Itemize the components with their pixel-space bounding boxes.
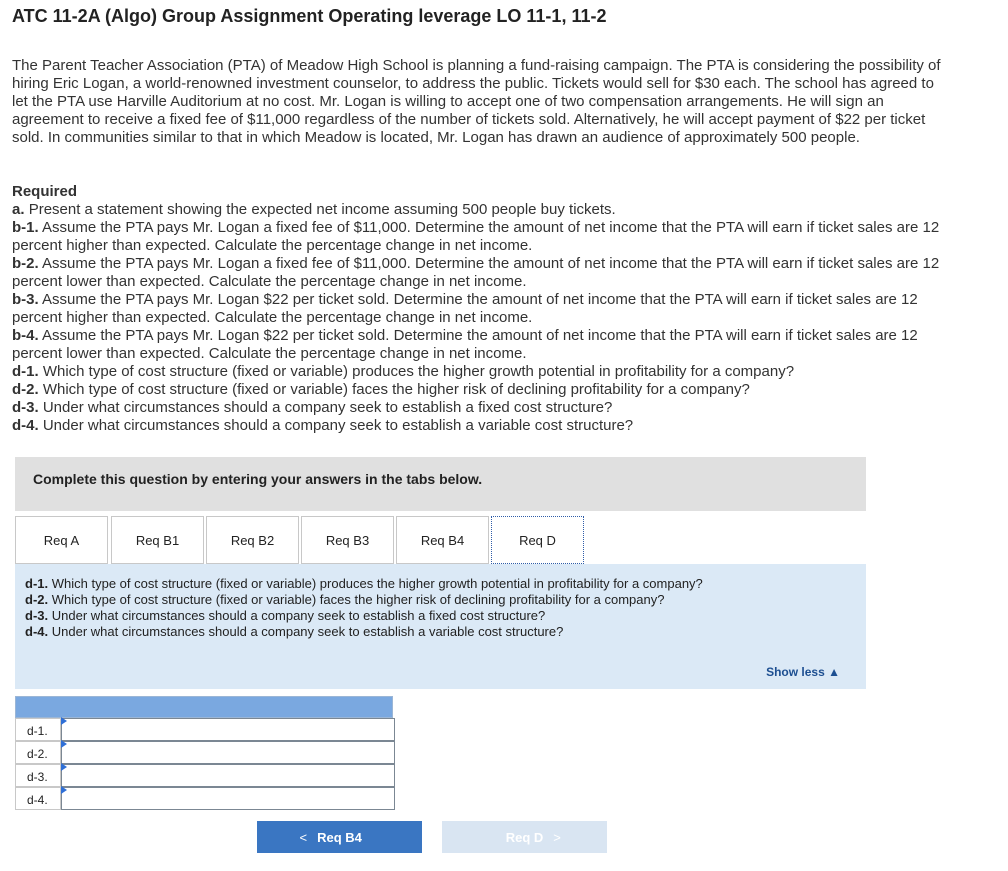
table-row — [15, 741, 395, 764]
answer-table — [15, 696, 395, 812]
required-item: b-2. Assume the PTA pays Mr. Logan a fixed fee of $11,000. Determine the amount of net income that the PTA will earn if ticket sales are 12 percent lower than expected. Calculate the percentage change in net income. — [12, 255, 940, 290]
next-button[interactable]: Req D > — [442, 821, 607, 853]
chevron-right-icon: > — [553, 829, 561, 845]
instructions-banner — [15, 457, 866, 511]
table-row — [15, 764, 395, 787]
answer-table-header — [15, 696, 393, 718]
flag-icon — [61, 740, 67, 748]
required-item: b-1. Assume the PTA pays Mr. Logan a fixed fee of $11,000. Determine the amount of net income that the PTA will earn if ticket sales are 12 percent higher than expected. Calculate the percentage change in net income. — [12, 219, 940, 254]
chevron-left-icon: < — [299, 829, 308, 845]
panel-question: d-3. Under what circumstances should a company seek to establish a fixed cost structure? — [25, 608, 546, 623]
question-panel — [15, 564, 866, 689]
required-item: d-2. Which type of cost structure (fixed or variable) faces the higher risk of declining profitability for a company? — [12, 381, 750, 398]
required-item: d-1. Which type of cost structure (fixed or variable) produces the higher growth potential in profitability for a company? — [12, 363, 795, 380]
panel-questions — [25, 576, 855, 640]
required-heading: Required — [12, 183, 78, 200]
answer-input-d3[interactable] — [61, 764, 395, 787]
panel-question: d-2. Which type of cost structure (fixed or variable) faces the higher risk of declining profitability for a company? — [25, 592, 665, 607]
tab-req-b2[interactable]: Req B2 — [206, 516, 299, 564]
tab-req-d[interactable]: Req D — [491, 516, 584, 564]
banner-text: Complete this question by entering your answers in the tabs below. — [33, 471, 483, 487]
show-less-link[interactable]: Show less ▲ — [766, 665, 840, 679]
flag-icon — [61, 717, 67, 725]
tab-req-a[interactable]: Req A — [15, 516, 108, 564]
answer-input-d1[interactable] — [61, 718, 395, 741]
required-item: b-3. Assume the PTA pays Mr. Logan $22 per ticket sold. Determine the amount of net income that the PTA will earn if ticket sales are 12 percent higher than expected. Calculate the percentage change in net income. — [12, 291, 918, 326]
tab-req-b3[interactable]: Req B3 — [301, 516, 394, 564]
tab-req-b1[interactable]: Req B1 — [111, 516, 204, 564]
flag-icon — [61, 763, 67, 771]
triangle-up-icon: ▲ — [824, 665, 840, 679]
panel-question: d-1. Which type of cost structure (fixed or variable) produces the higher growth potential in profitability for a company? — [25, 576, 703, 591]
required-item: b-4. Assume the PTA pays Mr. Logan $22 per ticket sold. Determine the amount of net income that the PTA will earn if ticket sales are 12 percent lower than expected. Calculate the percentage change in net income. — [12, 327, 918, 362]
prev-button[interactable]: < Req B4 — [257, 821, 422, 853]
required-section — [12, 183, 957, 435]
panel-question: d-4. Under what circumstances should a company seek to establish a variable cost structure? — [25, 624, 564, 639]
row-label: d-1. — [15, 718, 61, 741]
row-label: d-4. — [15, 787, 61, 810]
page-title: ATC 11-2A (Algo) Group Assignment Operating leverage LO 11-1, 11-2 — [12, 6, 607, 26]
table-row — [15, 787, 395, 810]
answer-input-d4[interactable] — [61, 787, 395, 810]
row-label: d-2. — [15, 741, 61, 764]
flag-icon — [61, 786, 67, 794]
tab-req-b4[interactable]: Req B4 — [396, 516, 489, 564]
required-item: a. Present a statement showing the expected net income assuming 500 people buy tickets. — [12, 201, 616, 218]
problem-intro: The Parent Teacher Association (PTA) of Meadow High School is planning a fund-raising campaign. The PTA is considering the possibility of hiring Eric Logan, a world-renowned investment counselor, to address the public. Tickets would sell for $30 each. The school has agreed to let the PTA use Harville Auditorium at no cost. Mr. Logan is willing to accept one of two compensation arrangements. He will sign an agreement to receive a fixed fee of $11,000 regardless of the number of tickets sold. Alternatively, he will accept payment of $22 per ticket sold. In communities similar to that in which Meadow is located, Mr. Logan has drawn an audience of approximately 500 people. — [12, 57, 941, 146]
answer-input-d2[interactable] — [61, 741, 395, 764]
required-item: d-3. Under what circumstances should a company seek to establish a fixed cost structure? — [12, 399, 613, 416]
required-item: d-4. Under what circumstances should a company seek to establish a variable cost structure? — [12, 417, 634, 434]
row-label: d-3. — [15, 764, 61, 787]
table-row — [15, 718, 395, 741]
